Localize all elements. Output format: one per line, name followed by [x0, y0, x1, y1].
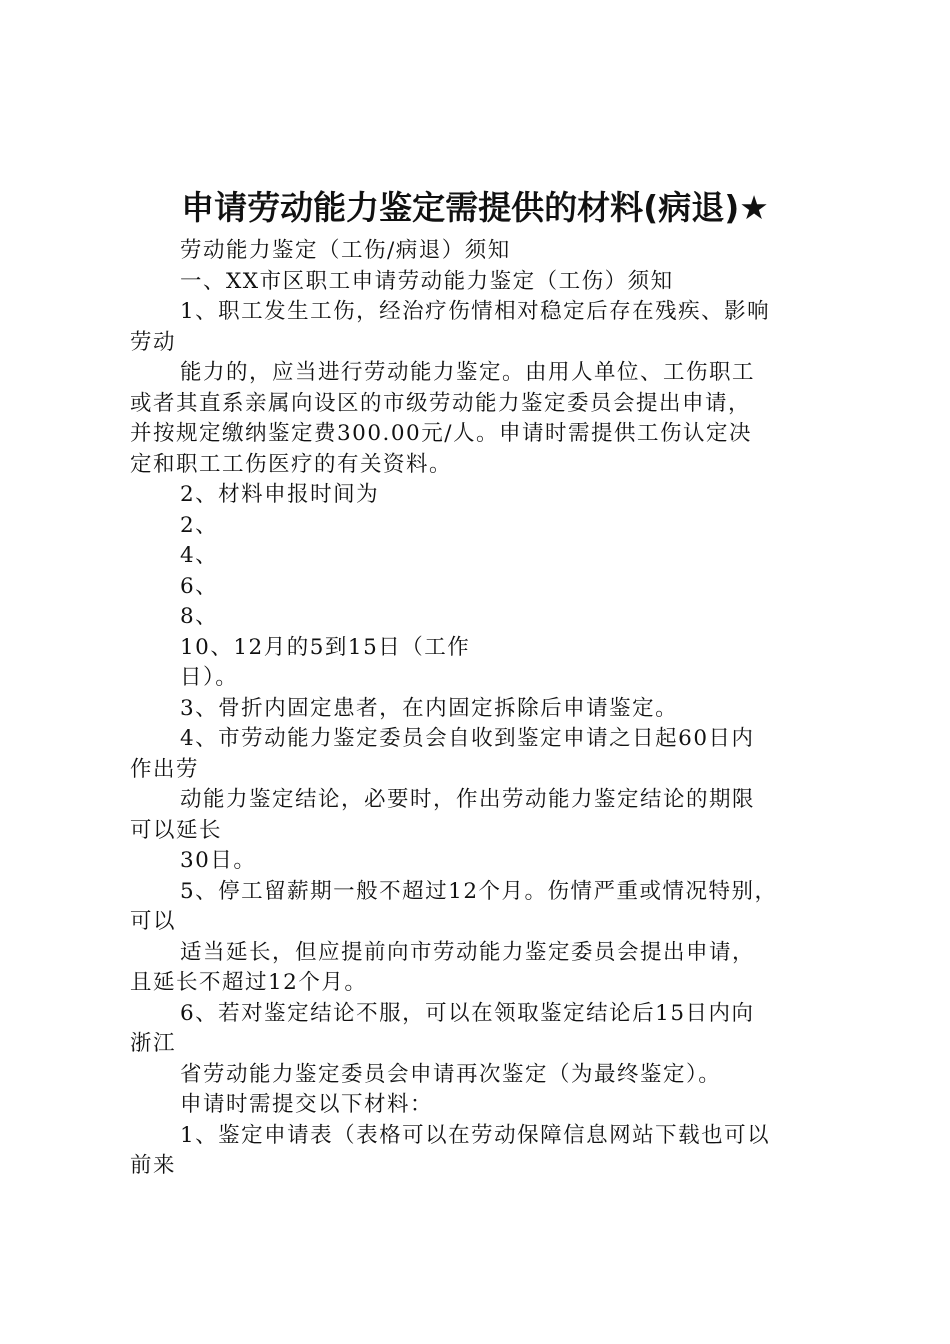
document-title: 申请劳动能力鉴定需提供的材料(病退)★ [181, 188, 769, 227]
body-line: 定和职工工伤医疗的有关资料。 [130, 451, 453, 477]
body-line: 30日。 [180, 848, 257, 873]
body-line: 5、停工留薪期一般不超过12个月。伤情严重或情况特别， [180, 878, 778, 904]
body-line: 省劳动能力鉴定委员会申请再次鉴定（为最终鉴定）。 [180, 1061, 722, 1087]
body-line: 可以 [130, 909, 177, 934]
body-line: 4、 [180, 543, 219, 568]
body-line: 劳动 [130, 329, 177, 355]
body-line: 1、鉴定申请表（表格可以在劳动保障信息网站下载也可以 [180, 1122, 771, 1148]
body-line: 能力的，应当进行劳动能力鉴定。由用人单位、工伤职工 [180, 360, 756, 385]
body-line: 3、骨折内固定患者，在内固定拆除后申请鉴定。 [180, 695, 679, 721]
body-line: 或者其直系亲属向设区的市级劳动能力鉴定委员会提出申请， [130, 390, 752, 416]
body-line: 6、若对鉴定结论不服，可以在领取鉴定结论后15日内向 [180, 1000, 755, 1026]
body-line: 8、 [180, 604, 219, 629]
body-line: 一、XX市区职工申请劳动能力鉴定（工伤）须知 [180, 268, 674, 294]
body-line: 浙江 [130, 1031, 177, 1056]
body-line: 并按规定缴纳鉴定费300.00元/人。申请时需提供工伤认定决 [130, 421, 752, 446]
body-line: 1、职工发生工伤，经治疗伤情相对稳定后存在残疾、影响 [180, 299, 771, 324]
body-line: 作出劳 [130, 756, 200, 782]
body-line: 申请时需提交以下材料： [180, 1092, 434, 1117]
body-line: 适当延长，但应提前向市劳动能力鉴定委员会提出申请， [180, 939, 756, 965]
body-line: 日）。 [180, 665, 239, 690]
body-line: 动能力鉴定结论，必要时，作出劳动能力鉴定结论的期限 [180, 787, 756, 812]
body-line: 且延长不超过12个月。 [130, 970, 368, 995]
body-line: 可以延长 [130, 817, 223, 843]
body-line: 2、 [180, 512, 219, 538]
body-line: 劳动能力鉴定（工伤/病退）须知 [180, 238, 511, 263]
body-line: 前来 [130, 1153, 177, 1178]
body-line: 10、12月的5到15日（工作 [180, 634, 471, 660]
body-line: 2、材料申报时间为 [180, 482, 380, 507]
document-body [130, 236, 845, 1182]
body-line: 4、市劳动能力鉴定委员会自收到鉴定申请之日起60日内 [180, 726, 755, 751]
body-line: 6、 [180, 573, 219, 599]
